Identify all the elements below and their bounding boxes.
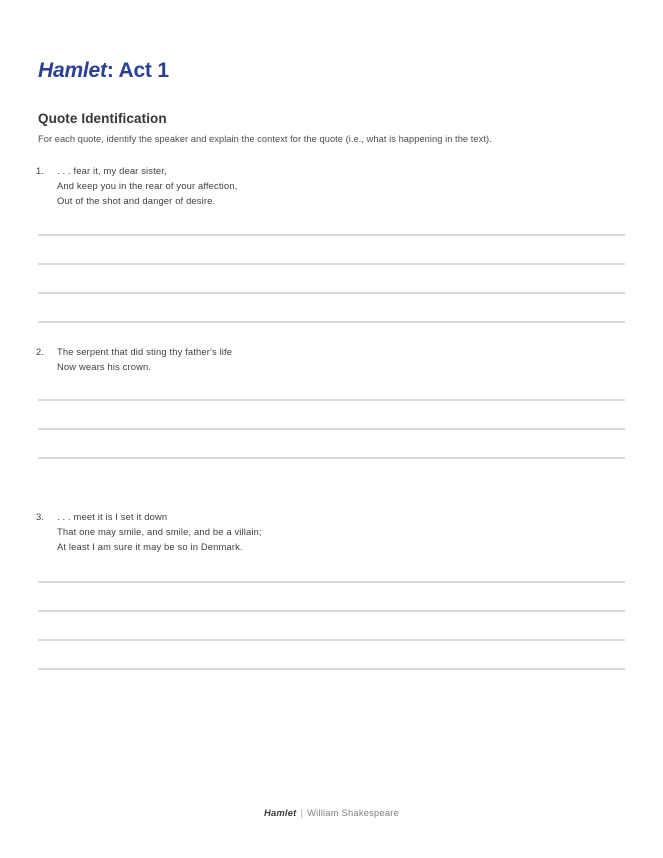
answer-line-gap [38,430,625,457]
section-instructions: For each quote, identify the speaker and explain the context for the quote (i.e., what is happening in the text). [38,134,492,145]
answer-line-gap [38,236,625,263]
quote-line: . . . meet it is I set it down [57,511,168,522]
answer-line[interactable] [38,457,625,459]
quote-line: That one may smile, and smile, and be a villain; [57,526,262,537]
answer-line[interactable] [38,668,625,670]
quote-line: . . . fear it, my dear sister, [57,165,167,176]
answer-line-gap [38,294,625,321]
quote-text-3 [36,509,625,554]
answer-area-1[interactable] [38,234,625,323]
question-number-3: 3. [36,511,45,522]
quote-line: At least I am sure it may be so in Denmark. [57,541,243,552]
quote-text-2 [36,344,625,374]
answer-area-2[interactable] [38,399,625,459]
quote-text-1 [36,163,625,208]
answer-line-gap [38,641,625,668]
answer-area-3[interactable] [38,581,625,670]
quote-line: Out of the shot and danger of desire. [57,195,216,206]
question-block-2 [36,344,625,374]
question-block-3 [36,509,625,554]
page-footer [0,806,663,820]
page-title-rest: : Act 1 [106,59,169,83]
answer-line[interactable] [38,321,625,323]
footer-separator: | [300,807,304,818]
answer-line-gap [38,583,625,610]
quote-line: Now wears his crown. [57,361,152,372]
quote-line: And keep you in the rear of your affection, [57,180,238,191]
section-heading: Quote Identification [38,111,167,127]
question-number-2: 2. [36,346,45,357]
answer-line-gap [38,401,625,428]
answer-line-gap [38,612,625,639]
page-title-work: Hamlet [38,59,107,83]
answer-line-gap [38,265,625,292]
footer-author: William Shakespeare [307,807,399,818]
quote-line: The serpent that did sting thy father's life [57,346,233,357]
question-block-1 [36,163,625,208]
page-title [38,58,169,84]
footer-work-title: Hamlet [264,807,297,818]
question-number-1: 1. [36,165,45,176]
